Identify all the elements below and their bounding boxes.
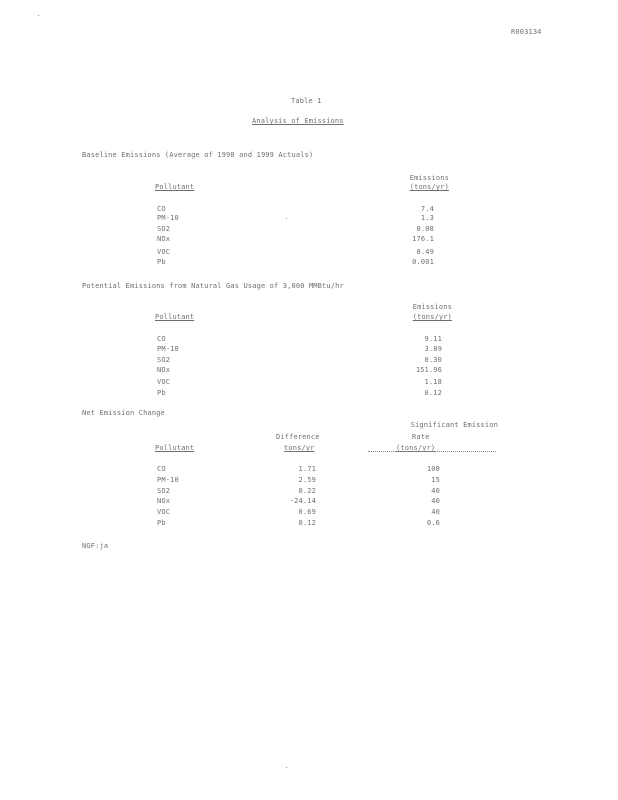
author-initials: NGF:ja	[82, 542, 109, 550]
value-cell: 9.11	[424, 335, 442, 343]
value-cell: 151.96	[415, 366, 442, 374]
pollutant-cell: SO2	[157, 225, 171, 233]
column-header: Rate	[412, 433, 430, 441]
value-cell: 0.12	[424, 389, 442, 397]
table-subtitle: Analysis of Emissions	[252, 117, 344, 125]
section-heading-potential: Potential Emissions from Natural Gas Usage of 3,000 MMBtu/hr	[82, 282, 344, 290]
pollutant-cell: VOC	[157, 378, 171, 386]
rate-cell: 40	[431, 508, 440, 516]
scan-speck	[286, 218, 287, 219]
column-header: (tons/yr)	[396, 444, 436, 452]
pollutant-cell: SO2	[157, 356, 171, 364]
scan-speck	[38, 15, 39, 16]
rate-cell: 40	[431, 497, 440, 505]
value-cell: 0.30	[424, 356, 442, 364]
column-header: Significant Emission	[410, 421, 498, 429]
column-header: Emissions	[409, 174, 449, 182]
value-cell: 1.3	[420, 214, 434, 222]
section-heading-baseline: Baseline Emissions (Average of 1998 and 1999 Actuals)	[82, 151, 314, 159]
difference-cell: 0.22	[298, 487, 316, 495]
header-rule	[368, 451, 496, 452]
value-cell: 1.18	[424, 378, 442, 386]
pollutant-header: Pollutant	[155, 313, 195, 321]
pollutant-cell: NOx	[157, 235, 171, 243]
pollutant-cell: CO	[157, 205, 166, 213]
pollutant-cell: PM-10	[157, 214, 179, 222]
value-cell: 3.89	[424, 345, 442, 353]
value-cell: 7.4	[420, 205, 434, 213]
difference-cell: 0.12	[298, 519, 316, 527]
pollutant-cell: PM-10	[157, 476, 179, 484]
column-header: tons/yr	[284, 444, 315, 452]
section-heading-net-change: Net Emission Change	[82, 409, 165, 417]
pollutant-cell: CO	[157, 335, 166, 343]
pollutant-header: Pollutant	[155, 444, 195, 452]
table-title: Table 1	[291, 97, 322, 105]
pollutant-cell: NOx	[157, 497, 171, 505]
value-cell: 0.08	[416, 225, 434, 233]
pollutant-header: Pollutant	[155, 183, 195, 191]
pollutant-cell: PM-10	[157, 345, 179, 353]
pollutant-cell: NOx	[157, 366, 171, 374]
column-header: Emissions	[412, 303, 452, 311]
difference-cell: 0.69	[298, 508, 316, 516]
column-header: (tons/yr)	[409, 183, 449, 191]
column-header: Difference	[276, 433, 320, 441]
pollutant-cell: SO2	[157, 487, 171, 495]
difference-cell: 1.71	[298, 465, 316, 473]
pollutant-cell: CO	[157, 465, 166, 473]
rate-cell: 40	[431, 487, 440, 495]
pollutant-cell: Pb	[157, 519, 166, 527]
pollutant-cell: VOC	[157, 248, 171, 256]
pollutant-cell: VOC	[157, 508, 171, 516]
rate-cell: 15	[431, 476, 440, 484]
pollutant-cell: Pb	[157, 389, 166, 397]
scan-speck	[286, 767, 287, 768]
document-id: R003134	[511, 28, 542, 36]
value-cell: 0.001	[412, 258, 434, 266]
difference-cell: -24.14	[289, 497, 316, 505]
value-cell: 0.49	[416, 248, 434, 256]
difference-cell: 2.59	[298, 476, 316, 484]
rate-cell: 0.6	[426, 519, 440, 527]
rate-cell: 100	[426, 465, 440, 473]
value-cell: 176.1	[412, 235, 434, 243]
column-header: (tons/yr)	[412, 313, 452, 321]
pollutant-cell: Pb	[157, 258, 166, 266]
